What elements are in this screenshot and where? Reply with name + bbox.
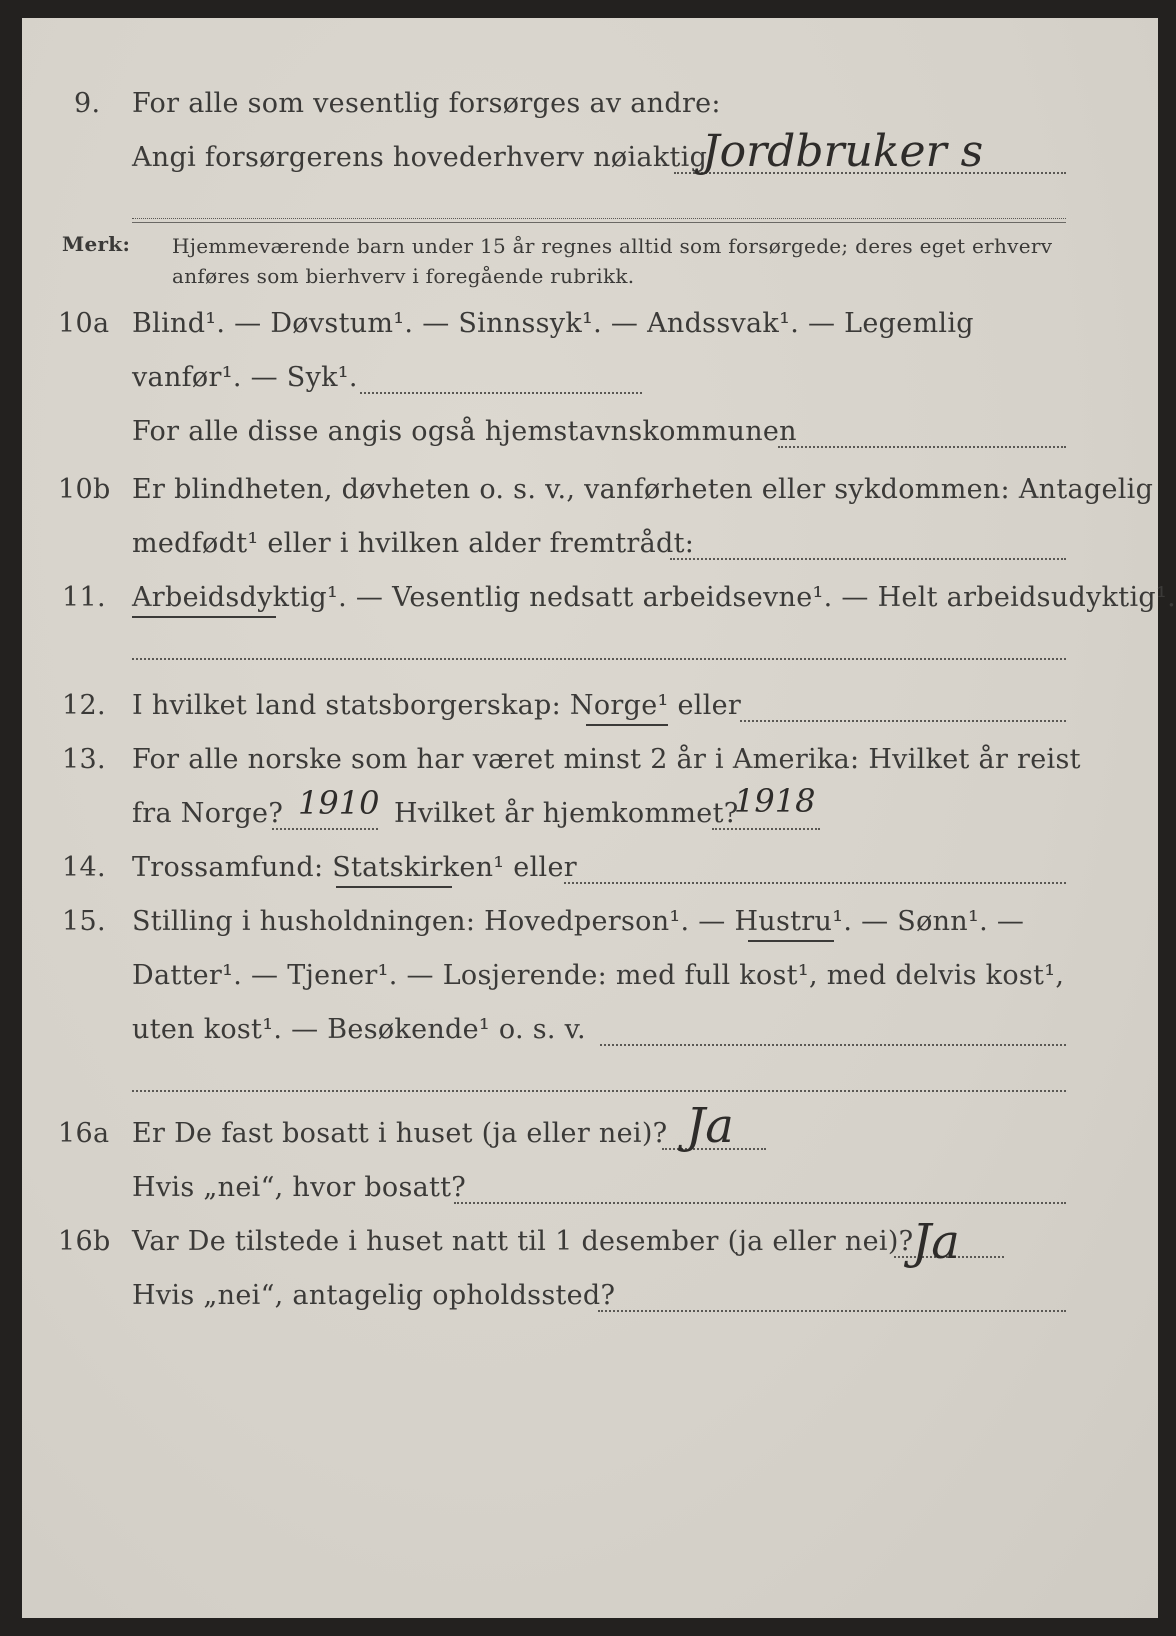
merk-line2: anføres som bierhverv i foregående rubrikk. bbox=[172, 264, 635, 288]
item-number-10a: 10a bbox=[58, 308, 110, 339]
question-16b-line1: Var De tilstede i huset natt til 1 desember (ja eller nei)? bbox=[132, 1226, 914, 1257]
item-number-14: 14. bbox=[62, 852, 106, 883]
question-9-line2: Angi forsørgerens hovederhverv nøiaktig bbox=[132, 142, 708, 173]
answer-line-14[interactable] bbox=[564, 882, 1066, 884]
answer-line-12[interactable] bbox=[740, 720, 1066, 722]
underline-arbeidsdyktig bbox=[132, 616, 276, 618]
item-number-16a: 16a bbox=[58, 1118, 110, 1149]
item-number-16b: 16b bbox=[58, 1226, 111, 1257]
item-number-12: 12. bbox=[62, 690, 106, 721]
underline-hustru bbox=[748, 940, 834, 942]
answer-16a-handwriting: Ja bbox=[686, 1098, 734, 1154]
question-10a-line1: Blind¹. — Døvstum¹. — Sinnssyk¹. — Andssvak¹. — Legemlig bbox=[132, 308, 974, 339]
question-13-line2a: fra Norge? bbox=[132, 798, 284, 829]
underline-norge bbox=[586, 724, 668, 726]
question-11-line1: Arbeidsdyktig¹. — Vesentlig nedsatt arbeidsevne¹. — Helt arbeidsudyktig¹. bbox=[132, 582, 1176, 613]
divider bbox=[132, 222, 1066, 223]
answer-line-13-hjemkommet[interactable] bbox=[712, 828, 820, 830]
underline-statskirken bbox=[336, 886, 452, 888]
answer-13-reist-handwriting: 1910 bbox=[298, 784, 380, 822]
question-10b-line2: medfødt¹ eller i hvilken alder fremtrådt: bbox=[132, 528, 695, 559]
question-16a-line1: Er De fast bosatt i huset (ja eller nei)? bbox=[132, 1118, 668, 1149]
question-14-line1: Trossamfund: Statskirken¹ eller bbox=[132, 852, 577, 883]
question-10b-line1: Er blindheten, døvheten o. s. v., vanførheten eller sykdommen: Antagelig bbox=[132, 474, 1154, 505]
item-number-9: 9. bbox=[74, 88, 101, 119]
merk-label: Merk: bbox=[62, 232, 131, 256]
answer-13-hjemkommet-handwriting: 1918 bbox=[734, 782, 816, 820]
question-16a-line2: Hvis „nei“, hvor bosatt? bbox=[132, 1172, 467, 1203]
question-16b-line2: Hvis „nei“, antagelig opholdssted? bbox=[132, 1280, 616, 1311]
answer-line-13-reist[interactable] bbox=[272, 828, 378, 830]
item-number-10b: 10b bbox=[58, 474, 111, 505]
question-15-line3: uten kost¹. — Besøkende¹ o. s. v. bbox=[132, 1014, 586, 1045]
answer-line-10b[interactable] bbox=[670, 558, 1066, 560]
census-form-sheet bbox=[22, 18, 1176, 1618]
question-12-line1: I hvilket land statsborgerskap: Norge¹ eller bbox=[132, 690, 742, 721]
answer-line-10a-kommune[interactable] bbox=[778, 446, 1066, 448]
question-10a-line2: vanfør¹. — Syk¹. bbox=[132, 362, 358, 393]
answer-line-15[interactable] bbox=[600, 1044, 1066, 1046]
question-9-line1: For alle som vesentlig forsørges av andre: bbox=[132, 88, 721, 119]
answer-line-15-extra[interactable] bbox=[132, 1090, 1066, 1092]
question-15-line2: Datter¹. — Tjener¹. — Losjerende: med full kost¹, med delvis kost¹, bbox=[132, 960, 1065, 991]
item-number-13: 13. bbox=[62, 744, 106, 775]
answer-16b-handwriting: Ja bbox=[912, 1214, 960, 1270]
item-number-15: 15. bbox=[62, 906, 106, 937]
answer-line-16b-opholdssted[interactable] bbox=[598, 1310, 1066, 1312]
divider-dotted bbox=[132, 218, 1066, 219]
answer-9-handwriting: Jordbruker s bbox=[702, 126, 984, 177]
question-15-line1: Stilling i husholdningen: Hovedperson¹. — Hustru¹. — Sønn¹. — bbox=[132, 906, 1025, 937]
question-10a-line3: For alle disse angis også hjemstavnskommunen bbox=[132, 416, 797, 447]
item-number-11: 11. bbox=[62, 582, 106, 613]
merk-line1: Hjemmeværende barn under 15 år regnes alltid som forsørgede; deres eget erhverv bbox=[172, 234, 1053, 258]
answer-line-10a[interactable] bbox=[360, 392, 642, 394]
question-13-line1: For alle norske som har været minst 2 år i Amerika: Hvilket år reist bbox=[132, 744, 1081, 775]
answer-line-11[interactable] bbox=[132, 658, 1066, 660]
question-13-line2b: Hvilket år hjemkommet? bbox=[394, 798, 739, 829]
answer-line-16a-bosatt[interactable] bbox=[454, 1202, 1066, 1204]
